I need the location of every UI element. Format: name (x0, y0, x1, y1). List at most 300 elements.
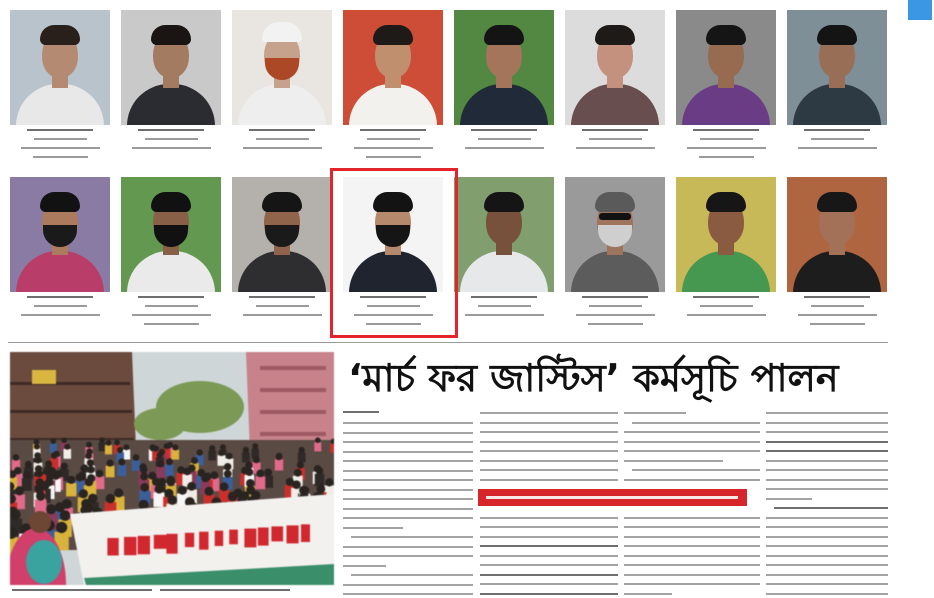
text-line (624, 545, 760, 547)
banner-letter-mark (215, 531, 224, 546)
caption-text-line (576, 314, 655, 316)
person-hair (595, 192, 635, 212)
portrait-photo-r2-5 (454, 177, 554, 292)
text-line (343, 460, 473, 462)
crowd-figure-head (205, 487, 214, 496)
portrait-photo-r2-1 (10, 177, 110, 292)
shop-sign (32, 370, 56, 384)
text-line (624, 574, 760, 576)
caption-text-line (360, 129, 426, 131)
text-line (766, 536, 888, 538)
section-divider (8, 342, 888, 343)
crowd-figure-head (157, 460, 164, 467)
person-beard (265, 58, 299, 80)
caption-text-line (144, 323, 199, 325)
text-line (624, 593, 672, 595)
person-shoulders (127, 84, 215, 125)
crowd-figure-head (79, 489, 88, 498)
caption-text-line (34, 138, 87, 140)
caption-text-line (34, 305, 87, 307)
text-line (766, 412, 888, 414)
portrait-photo-r1-1 (10, 10, 110, 125)
caption-text-line (145, 138, 198, 140)
text-line (480, 460, 618, 462)
caption-text-line (243, 147, 322, 149)
crowd-figure (256, 470, 266, 490)
text-line (480, 517, 618, 519)
crowd-figure-head (85, 478, 93, 486)
person-beard (598, 225, 632, 247)
person-shoulders (682, 84, 770, 125)
crowd-figure-head (218, 450, 224, 456)
crowd-figure-head (67, 476, 75, 484)
text-line (766, 469, 888, 471)
crowd-figure (154, 485, 165, 507)
banner-letter-mark (258, 528, 269, 546)
banner-letter-mark (107, 538, 118, 556)
crowd-figure-head (153, 446, 159, 452)
text-line (766, 498, 812, 500)
crowd-figure-head (167, 478, 175, 486)
caption-text-line (804, 129, 870, 131)
portrait-photo-r1-4 (343, 10, 443, 125)
crowd-figure-body (172, 450, 180, 460)
caption-text-line (810, 323, 865, 325)
crowd-figure-head (117, 447, 123, 453)
caption-text-line (700, 305, 753, 307)
crowd-figure (172, 444, 180, 459)
trees (134, 408, 186, 440)
crowd-figure (117, 459, 126, 477)
corner-marker (908, 0, 932, 20)
text-line (343, 441, 473, 443)
caption-text-line (589, 305, 642, 307)
text-line (343, 546, 473, 548)
crowd-figure-body (64, 449, 72, 459)
crowd-figure-body (275, 460, 283, 471)
person-beard (43, 225, 77, 247)
caption-text-line (687, 314, 766, 316)
crowd-figure-head (61, 438, 67, 444)
person-shoulders (682, 251, 770, 292)
photo-caption-line (160, 589, 290, 591)
crowd-figure-head (123, 444, 129, 450)
building-window-row (260, 388, 326, 392)
crowd-figure-head (197, 449, 203, 455)
crowd-figure (106, 460, 115, 478)
text-line (343, 470, 473, 472)
text-line (480, 441, 618, 443)
person-shoulders (571, 251, 659, 292)
banner-letter-mark (138, 536, 150, 554)
caption-text-line (21, 147, 100, 149)
crowd-figure (165, 458, 174, 476)
caption-text-line (471, 129, 537, 131)
crowd-figure (218, 450, 226, 466)
person-shoulders (16, 84, 104, 125)
crowd-figure-head (51, 438, 57, 444)
text-line (351, 574, 473, 576)
person-hair (262, 192, 302, 212)
crowd-figure-head (51, 452, 58, 459)
person-hair (817, 192, 857, 212)
crowd-figure-head (61, 463, 68, 470)
crowd-figure-head (209, 445, 215, 451)
portrait-photo-r2-8 (787, 177, 887, 292)
crowd-figure-head (166, 458, 173, 465)
building-window-row (260, 410, 326, 414)
crowd-figure (314, 437, 321, 451)
crowd-figure-head (325, 478, 333, 486)
person-shoulders (460, 84, 548, 125)
crowd-figure-head (107, 460, 114, 467)
banner-letter-mark (244, 529, 256, 548)
protest-photo (10, 352, 334, 585)
crowd-figure-body (156, 467, 165, 479)
caption-text-line (576, 147, 655, 149)
text-line (624, 431, 760, 433)
crowd-figure-head (246, 468, 254, 476)
crowd-figure (315, 467, 325, 486)
crowd-figure-body (105, 445, 112, 454)
crowd-figure-head (114, 440, 120, 446)
crowd-figure-body (117, 465, 126, 477)
caption-text-line (582, 296, 648, 298)
text-line (351, 536, 473, 538)
person-hair (40, 25, 80, 45)
text-line (343, 489, 473, 491)
crowd-figure-head (56, 522, 67, 533)
text-line (624, 583, 760, 585)
crowd-figure-head (118, 459, 125, 466)
caption-text-line (243, 314, 322, 316)
callout-bar (478, 489, 747, 506)
crowd-figure-head (10, 509, 21, 520)
banner-letter-mark (301, 524, 310, 542)
portrait-photo-r1-2 (121, 10, 221, 125)
crowd-figure-head (46, 504, 56, 514)
portrait-photo-r2-6 (565, 177, 665, 292)
crowd-figure-head (34, 444, 40, 450)
byline-line (343, 411, 379, 413)
caption-text-line (465, 314, 544, 316)
text-line (343, 498, 473, 500)
crowd-figure-head (164, 443, 170, 449)
text-line (766, 479, 888, 481)
text-line (480, 555, 618, 557)
person-cap (262, 22, 302, 42)
person-shoulders (349, 84, 437, 125)
portrait-photo-r2-7 (676, 177, 776, 292)
crowd-figure-head (140, 472, 148, 480)
crowd-figure-head (178, 486, 187, 495)
caption-text-line (700, 138, 753, 140)
crowd-figure-head (45, 461, 52, 468)
text-line (766, 545, 888, 547)
caption-text-line (256, 138, 309, 140)
crowd-figure-head (224, 463, 231, 470)
crowd-figure-head (315, 437, 321, 443)
text-line (766, 574, 888, 576)
caption-text-line (354, 147, 433, 149)
person-shoulders (793, 84, 881, 125)
person-hair (151, 192, 191, 212)
caption-text-line (589, 138, 642, 140)
crowd-figure-head (96, 470, 104, 478)
text-line (480, 536, 618, 538)
portrait-photo-r1-8 (787, 10, 887, 125)
crowd-figure-head (76, 473, 84, 481)
crowd-figure-head (25, 461, 32, 468)
crowd-figure (156, 460, 165, 478)
text-line (480, 450, 618, 452)
banner-letter-mark (166, 534, 177, 554)
text-line (766, 593, 888, 595)
crowd-figure-head (36, 491, 45, 500)
caption-text-line (27, 296, 93, 298)
caption-text-line (138, 129, 204, 131)
crowd-figure-head (15, 487, 24, 496)
text-line (766, 555, 888, 557)
crowd-figure (252, 443, 260, 458)
text-line (624, 536, 760, 538)
text-line (632, 422, 760, 424)
caption-text-line (478, 138, 531, 140)
text-line (624, 555, 760, 557)
banner-letter-mark (229, 530, 238, 545)
caption-text-line (798, 314, 877, 316)
crowd-figure-head (226, 453, 233, 460)
text-line (632, 469, 760, 471)
crowd-figure-body (208, 451, 216, 461)
person-hair (595, 25, 635, 45)
crowd-figure-head (87, 466, 95, 474)
crowd-figure (242, 447, 250, 463)
text-line (343, 422, 473, 424)
crowd-figure (66, 476, 76, 497)
portrait-photo-r1-6 (565, 10, 665, 125)
text-line (766, 431, 888, 433)
portrait-photo-r1-5 (454, 10, 554, 125)
crowd-figure-head (220, 444, 226, 450)
text-line (766, 583, 888, 585)
text-line (480, 564, 618, 566)
crowd-figure-body (330, 444, 334, 453)
text-line (343, 593, 473, 595)
person-hair (706, 192, 746, 212)
crowd-figure-head (157, 452, 164, 459)
crowd-figure-head (264, 469, 272, 477)
caption-text-line (804, 296, 870, 298)
text-line (624, 412, 686, 414)
text-line (774, 507, 888, 509)
crowd-figure-head (297, 462, 304, 469)
crowd-figure-head (34, 457, 41, 464)
crowd-figure (105, 440, 112, 455)
person-shoulders (571, 84, 659, 125)
crowd-figure-head (316, 467, 324, 475)
crowd-figure-head (60, 510, 71, 521)
text-line (480, 422, 618, 424)
text-line (480, 479, 618, 481)
person-shoulders (460, 251, 548, 292)
banner-letter-mark (124, 537, 137, 555)
text-line (766, 488, 888, 490)
person-hair (817, 25, 857, 45)
crowd-figure-head (294, 469, 302, 477)
crowd-figure (275, 454, 283, 471)
crowd-figure-head (201, 474, 209, 482)
crowd-figure-body (314, 442, 321, 451)
text-line (480, 412, 618, 414)
crowd-figure-head (220, 482, 229, 491)
crowd-figure-head (86, 442, 92, 448)
crowd-figure-head (155, 485, 164, 494)
crowd-figure-head (210, 471, 218, 479)
crowd-figure-body (242, 452, 250, 462)
text-line (480, 526, 618, 528)
crowd-figure-head (292, 480, 301, 489)
text-line (343, 479, 473, 481)
caption-text-line (249, 129, 315, 131)
crowd-figure-head (276, 454, 283, 461)
person-beard (154, 225, 188, 247)
crowd-figure-head (187, 482, 196, 491)
caption-text-line (21, 314, 100, 316)
text-line (480, 431, 618, 433)
crowd-figure (298, 447, 306, 463)
crowd-figure-head (228, 492, 237, 501)
text-line (343, 527, 403, 529)
text-line (624, 450, 760, 452)
portrait-photo-r2-3 (232, 177, 332, 292)
caption-text-line (256, 305, 309, 307)
caption-text-line (27, 129, 93, 131)
highlight-frame (330, 168, 458, 338)
balcony-rail (10, 382, 130, 385)
caption-text-line (582, 129, 648, 131)
banner-letter-mark (287, 525, 299, 543)
banner-letter-mark (185, 533, 194, 547)
crowd-figure-head (168, 495, 178, 505)
person-shoulders (127, 251, 215, 292)
banner-letter-mark (271, 526, 283, 541)
person-hair (484, 192, 524, 212)
text-line (766, 450, 888, 452)
crowd-figure-body (154, 492, 165, 507)
text-line (480, 574, 618, 576)
text-line (343, 565, 386, 567)
crowd-figure-head (257, 470, 265, 478)
crowd-figure-head (253, 456, 260, 463)
text-line (480, 593, 618, 595)
crowd-figure-body (218, 455, 226, 466)
text-line (343, 451, 473, 453)
caption-text-line (693, 129, 759, 131)
protest-photo-image (10, 352, 334, 585)
crowd-figure (208, 445, 216, 460)
person-hair (40, 192, 80, 212)
person-hair (706, 25, 746, 45)
caption-text-line (687, 147, 766, 149)
banner-letter-mark (199, 532, 208, 550)
person-hair (373, 25, 413, 45)
crowd-figure-body (315, 474, 325, 487)
crowd-figure-head (99, 437, 105, 443)
portrait-photo-r2-2 (121, 177, 221, 292)
person-shoulders (238, 84, 326, 125)
caption-text-line (367, 138, 420, 140)
caption-text-line (811, 305, 864, 307)
text-line (480, 545, 618, 547)
caption-text-line (693, 296, 759, 298)
text-line (624, 526, 760, 528)
crowd-figure-head (191, 457, 198, 464)
caption-text-line (588, 323, 643, 325)
text-line (624, 517, 760, 519)
caption-text-line (699, 156, 754, 158)
caption-text-line (478, 305, 531, 307)
crowd-figure-head (140, 483, 149, 492)
crowd-figure (99, 437, 106, 451)
caption-text-line (798, 147, 877, 149)
crowd-figure-head (13, 454, 20, 461)
crowd-figure-body (165, 465, 174, 477)
crowd-figure-body (132, 460, 141, 471)
crowd-figure (132, 454, 141, 471)
text-line (766, 526, 888, 528)
caption-text-line (138, 296, 204, 298)
person-glasses (599, 213, 631, 220)
foreground-person-head (29, 511, 51, 533)
caption-text-line (132, 147, 211, 149)
text-line (624, 479, 760, 481)
crowd-figure-head (299, 447, 305, 453)
text-line (480, 583, 618, 585)
crowd-figure-head (114, 488, 123, 497)
text-line (480, 469, 618, 471)
text-line (766, 441, 888, 443)
crowd-figure-body (256, 476, 266, 489)
photo-caption-line (12, 589, 152, 591)
article-headline: ‘মার্চ ফর জাস্টিস’ কর্মসূচি পালন (348, 356, 839, 400)
crowd-figure-head (23, 471, 31, 479)
caption-text-line (145, 305, 198, 307)
crowd-figure-head (133, 454, 140, 461)
balcony-rail (10, 410, 132, 413)
text-line (624, 564, 760, 566)
text-line (766, 517, 888, 519)
caption-text-line (33, 156, 88, 158)
text-line (624, 460, 723, 462)
text-line (343, 508, 473, 510)
crowd-figure (50, 438, 57, 452)
crowd-figure-body (298, 452, 306, 462)
portrait-photo-r1-7 (676, 10, 776, 125)
crowd-figure (22, 471, 32, 491)
crowd-figure-head (85, 453, 92, 460)
callout-text-line (486, 496, 738, 499)
crowd-figure-head (64, 444, 70, 450)
crowd-figure-body (66, 483, 76, 497)
caption-text-line (471, 296, 537, 298)
crowd-figure-head (87, 459, 94, 466)
person-shoulders (238, 251, 326, 292)
crowd-figure-head (224, 470, 232, 478)
crowd-figure-head (140, 466, 148, 474)
crowd-figure (64, 444, 72, 459)
crowd-figure-head (172, 444, 178, 450)
